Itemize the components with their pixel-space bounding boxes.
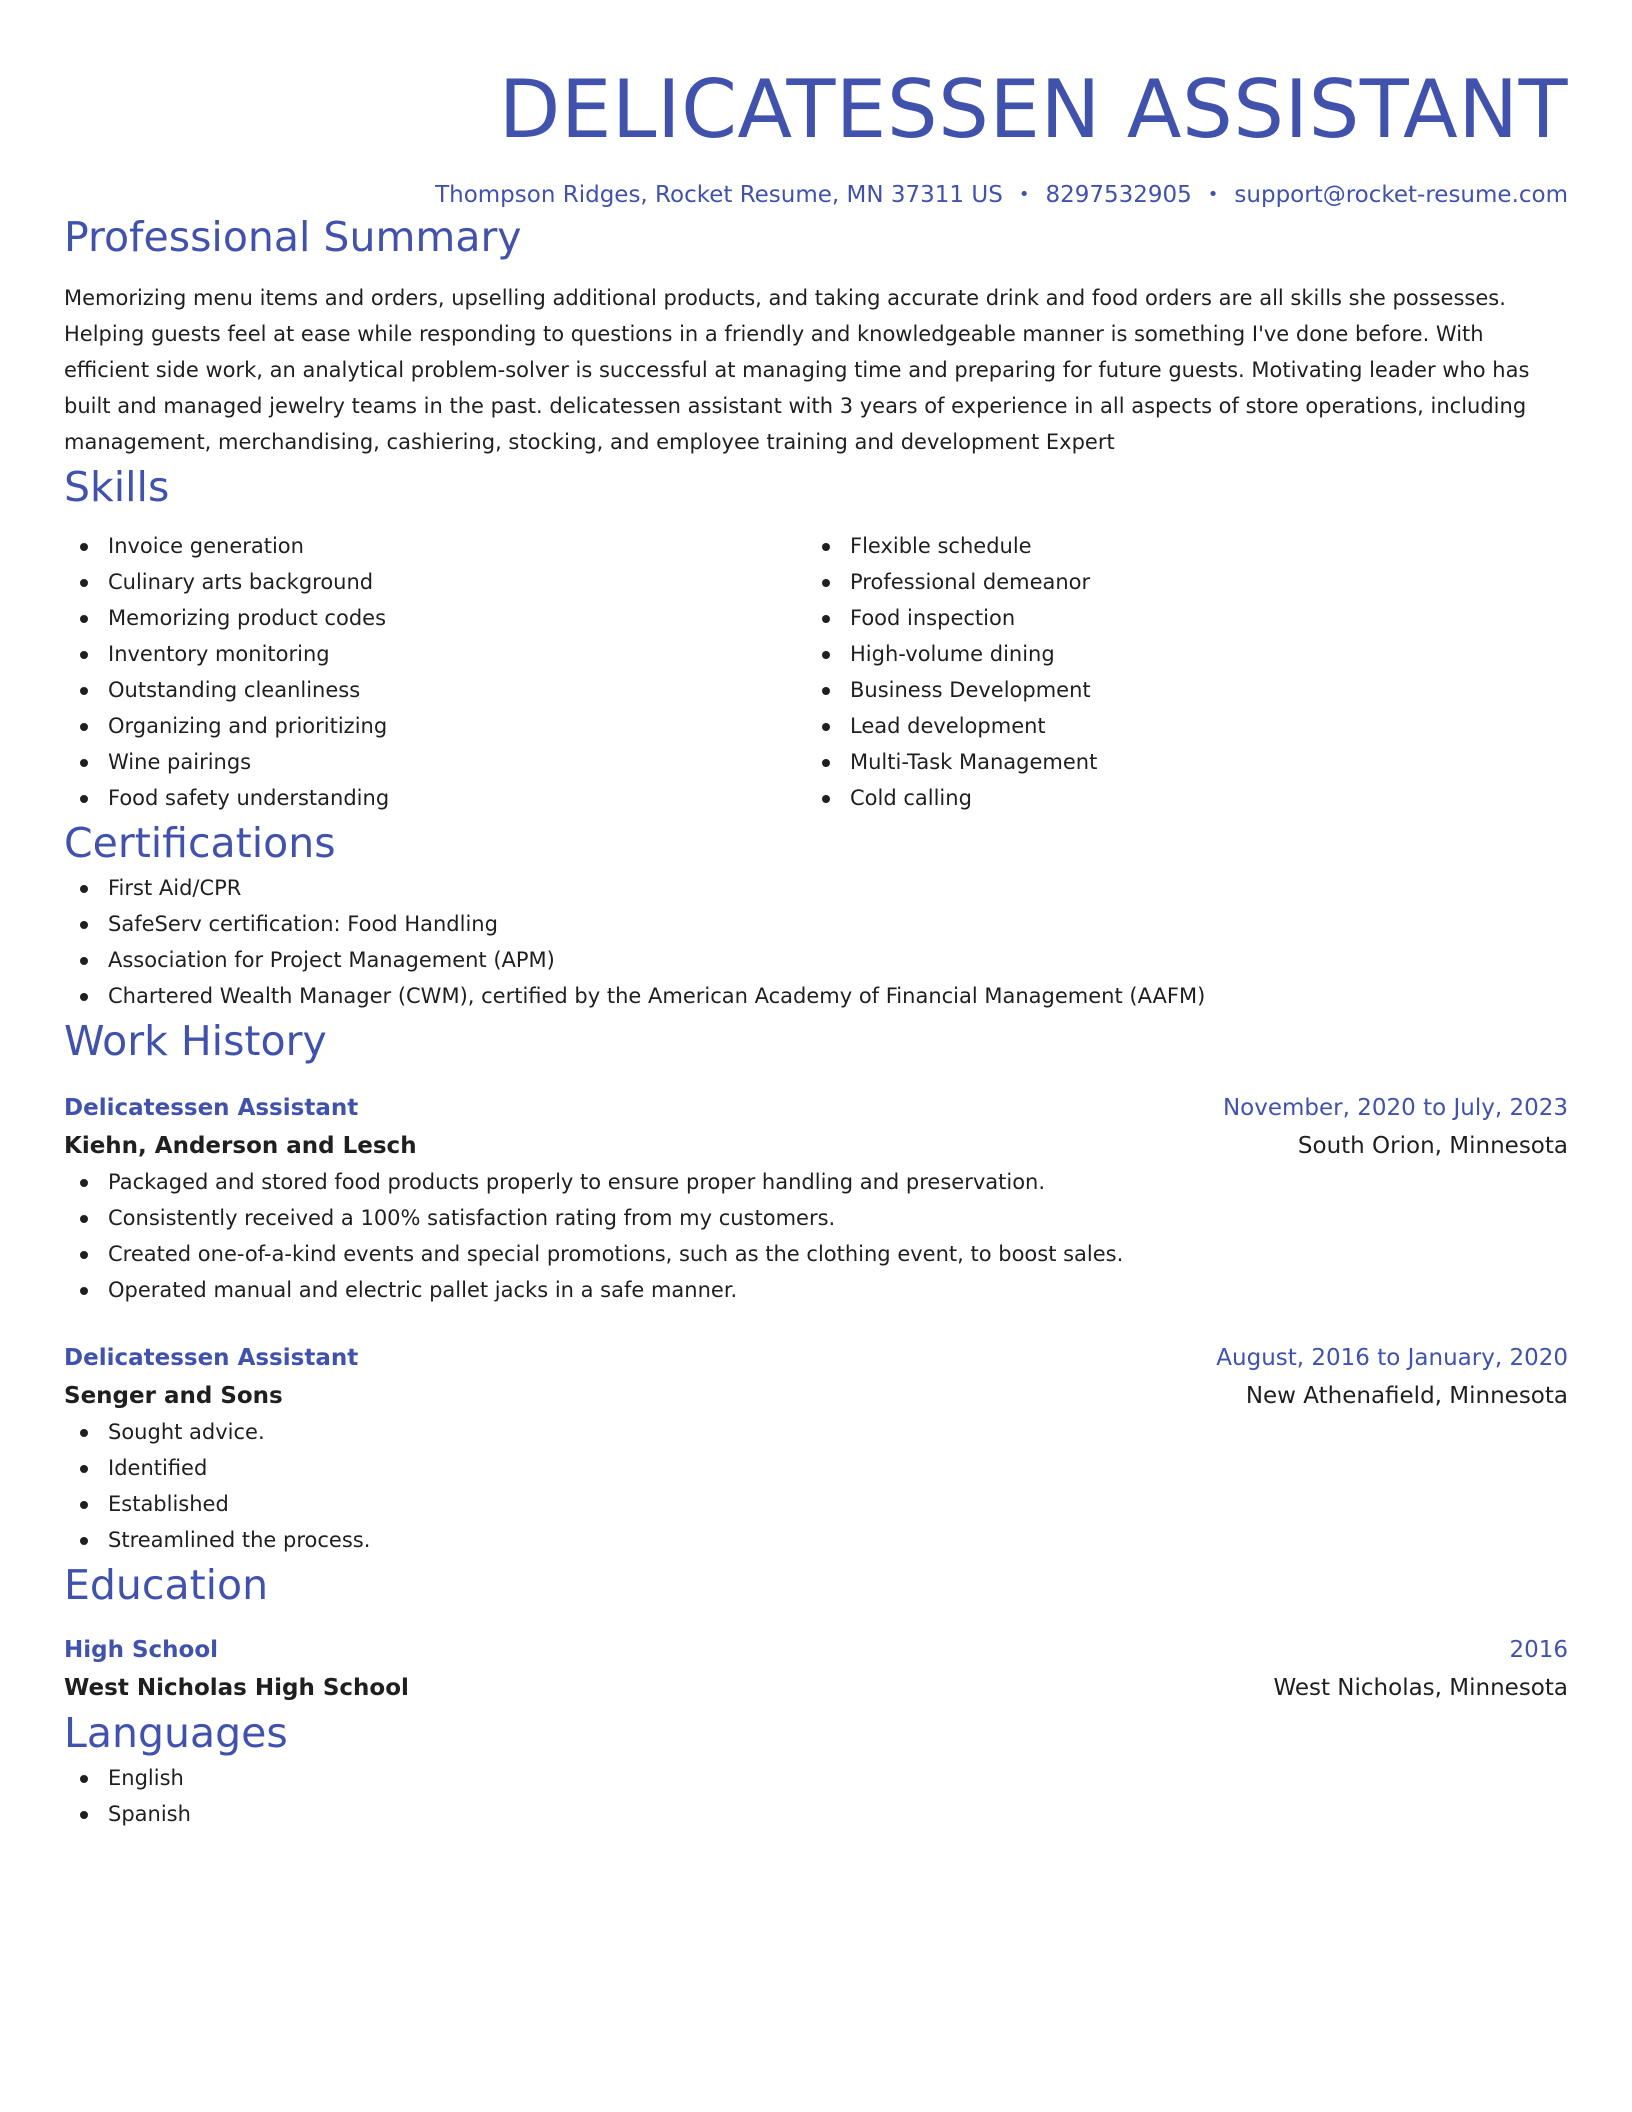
job-duty-item: Consistently received a 100% satisfaction rating from my customers.	[64, 1200, 1568, 1236]
job-duty-item: Identified	[64, 1450, 1568, 1486]
job-duties-list	[64, 1414, 1568, 1558]
skills-grid	[64, 528, 1568, 816]
job-entry	[64, 1340, 1568, 1558]
education-entry	[64, 1632, 1568, 1706]
certification-item: Association for Project Management (APM)	[64, 942, 1568, 978]
skill-item: Lead development	[806, 708, 1548, 744]
skill-item: Inventory monitoring	[64, 636, 806, 672]
skill-item: High-volume dining	[806, 636, 1548, 672]
certification-item: First Aid/CPR	[64, 870, 1568, 906]
contact-line	[64, 180, 1568, 210]
education-year: 2016	[1509, 1637, 1568, 1663]
job-title: Delicatessen Assistant	[64, 1095, 359, 1121]
job-title: Delicatessen Assistant	[64, 1345, 359, 1371]
certification-item: Chartered Wealth Manager (CWM), certified by the American Academy of Financial Management (AAFM)	[64, 978, 1568, 1014]
section-heading-skills: Skills	[64, 463, 170, 511]
skill-item: Food inspection	[806, 600, 1548, 636]
section-heading-summary: Professional Summary	[64, 213, 522, 261]
job-location: New Athenafield, Minnesota	[1245, 1383, 1568, 1409]
job-company: Kiehn, Anderson and Lesch	[64, 1133, 417, 1159]
skill-item: Flexible schedule	[806, 528, 1548, 564]
contact-phone: 8297532905	[1045, 182, 1192, 208]
skill-item: Culinary arts background	[64, 564, 806, 600]
job-duty-item: Packaged and stored food products properly to ensure proper handling and preservation.	[64, 1164, 1568, 1200]
section-heading-languages: Languages	[64, 1709, 288, 1757]
language-item: Spanish	[64, 1796, 1568, 1832]
resume-title: DELICATESSEN ASSISTANT	[498, 63, 1568, 156]
job-dates: August, 2016 to January, 2020	[1216, 1345, 1568, 1371]
skills-column-right	[806, 528, 1548, 816]
contact-address: Thompson Ridges, Rocket Resume, MN 37311 US	[435, 182, 1003, 208]
job-duty-item: Established	[64, 1486, 1568, 1522]
skill-item: Cold calling	[806, 780, 1548, 816]
skills-column-left	[64, 528, 806, 816]
certifications-list	[64, 870, 1568, 1014]
skill-item: Memorizing product codes	[64, 600, 806, 636]
skill-item: Invoice generation	[64, 528, 806, 564]
job-company: Senger and Sons	[64, 1383, 283, 1409]
skill-item: Multi-Task Management	[806, 744, 1548, 780]
job-duty-item: Created one-of-a-kind events and special promotions, such as the clothing event, to boost sales.	[64, 1236, 1568, 1272]
language-item: English	[64, 1760, 1568, 1796]
job-duty-item: Operated manual and electric pallet jacks in a safe manner.	[64, 1272, 1568, 1308]
skill-item: Business Development	[806, 672, 1548, 708]
job-duty-item: Streamlined the process.	[64, 1522, 1568, 1558]
job-location: South Orion, Minnesota	[1297, 1133, 1568, 1159]
skill-item: Wine pairings	[64, 744, 806, 780]
skills-list-left	[64, 528, 806, 816]
education-degree: High School	[64, 1637, 219, 1663]
section-heading-certifications: Certifications	[64, 819, 336, 867]
contact-email: support@rocket-resume.com	[1234, 182, 1568, 208]
skill-item: Organizing and prioritizing	[64, 708, 806, 744]
job-dates: November, 2020 to July, 2023	[1222, 1095, 1568, 1121]
skills-list-right	[806, 528, 1548, 816]
skill-item: Food safety understanding	[64, 780, 806, 816]
job-duties-list	[64, 1164, 1568, 1308]
education-location: West Nicholas, Minnesota	[1273, 1675, 1568, 1701]
contact-separator: •	[1018, 184, 1030, 205]
job-duty-item: Sought advice.	[64, 1414, 1568, 1450]
contact-separator: •	[1207, 184, 1219, 205]
section-heading-education: Education	[64, 1561, 269, 1609]
languages-list	[64, 1760, 1568, 1832]
job-entry	[64, 1090, 1568, 1308]
summary-text: Memorizing menu items and orders, upselling additional products, and taking accurate drink and food orders are all skills she possesses. Helping guests feel at ease while responding to questions in a friendly and knowledgeable manner is something I've done before. With efficient side work, an analytical problem-solver is successful at managing time and preparing for future guests. Motivating leader who has built and managed jewelry teams in the past. delicatessen assistant with 3 years of experience in all aspects of store operations, including management, merchandising, cashiering, stocking, and employee training and development Expert	[64, 286, 1530, 454]
education-school: West Nicholas High School	[64, 1675, 409, 1701]
section-heading-work-history: Work History	[64, 1017, 327, 1065]
certification-item: SafeServ certification: Food Handling	[64, 906, 1568, 942]
skill-item: Outstanding cleanliness	[64, 672, 806, 708]
skill-item: Professional demeanor	[806, 564, 1548, 600]
